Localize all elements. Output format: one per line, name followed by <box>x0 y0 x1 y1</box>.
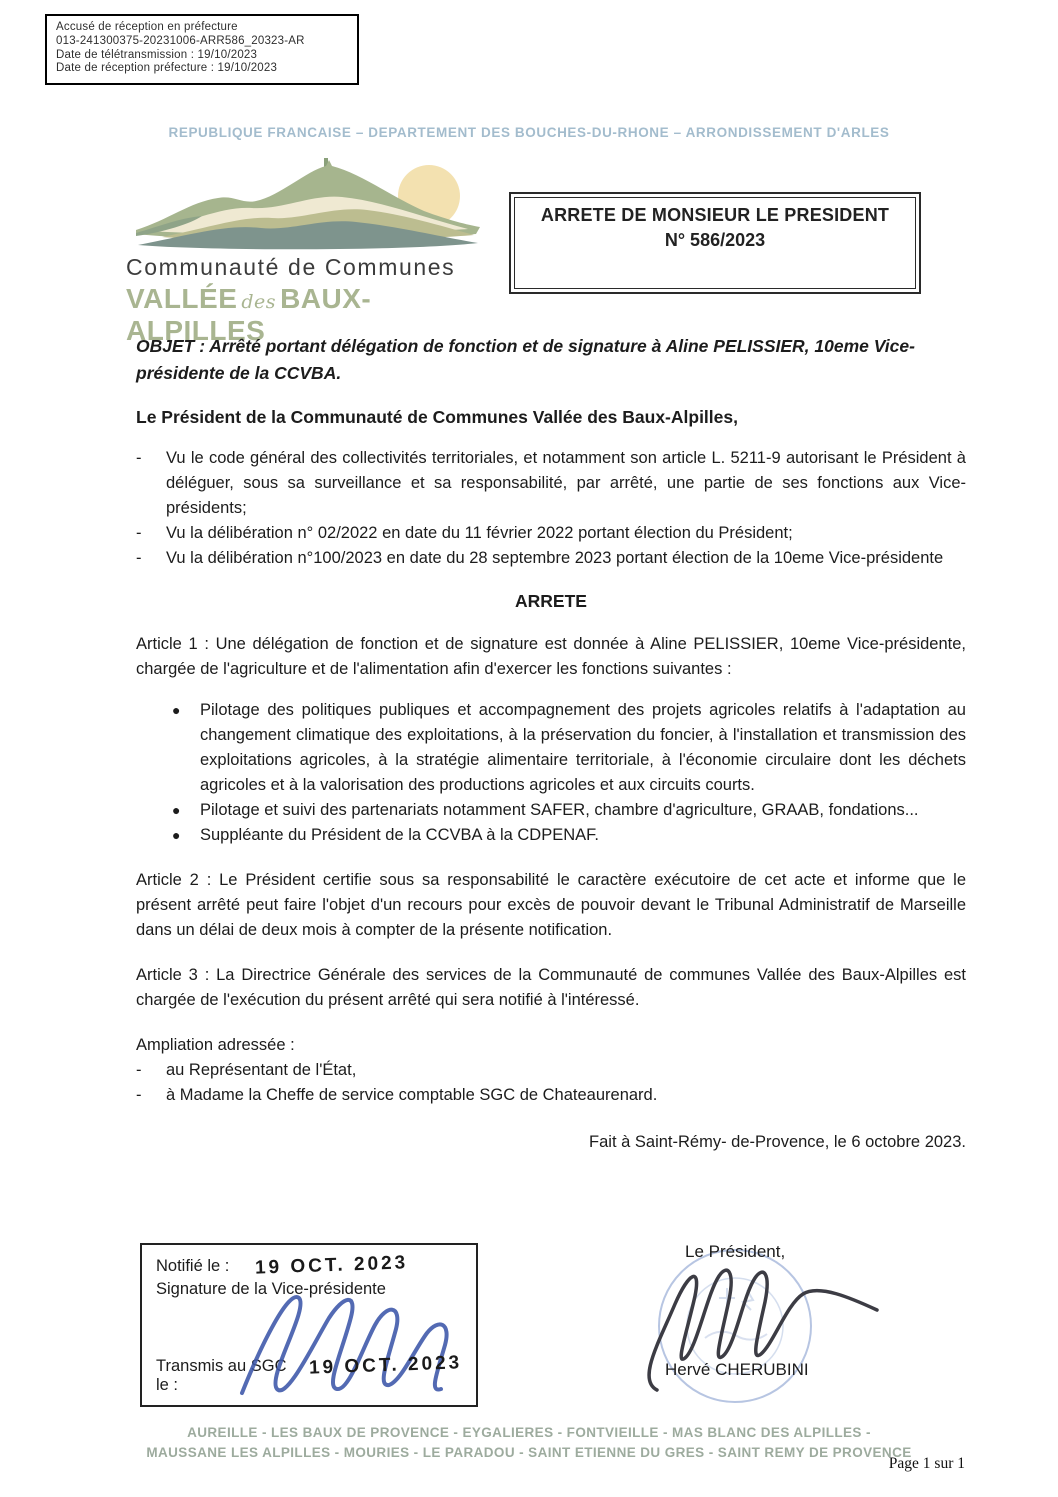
notified-date-stamp: 19 OCT. 2023 <box>255 1252 409 1279</box>
function-item-text: Pilotage et suivi des partenariats notamment SAFER, chambre d'agriculture, GRAAB, fondations... <box>200 801 919 819</box>
vice-president-signature-label: Signature de la Vice-présidente <box>156 1280 386 1298</box>
vu-item-text: Vu la délibération n° 02/2022 en date du 11 février 2022 portant élection du Président; <box>166 524 793 542</box>
objet-paragraph: OBJET : Arrêté portant délégation de fonction et de signature à Aline PELISSIER, 10eme Vice-présidente de la CCVBA. <box>136 336 915 383</box>
article-1: Article 1 : Une délégation de fonction et de signature est donnée à Aline PELISSIER, 10eme Vice-présidente, chargée de l'agriculture et de l'alimentation afin d'exercer les fonctions suivantes : <box>136 635 966 678</box>
notification-box <box>140 1243 478 1407</box>
vu-list <box>136 446 966 571</box>
dash-marker: - <box>136 449 142 467</box>
arrete-heading: ARRETE <box>515 591 587 611</box>
ampliation-list <box>136 1058 966 1108</box>
president-signature-block <box>615 1238 985 1408</box>
salutation-paragraph: Le Président de la Communauté de Communes Vallée des Baux-Alpilles, <box>136 407 738 427</box>
vu-item <box>136 521 966 546</box>
ampliation-item-text: au Représentant de l'État, <box>166 1061 357 1079</box>
article-3: Article 3 : La Directrice Générale des services de la Communauté de communes Vallée des Baux-Alpilles est chargée de l'exécution du présent arrêté qui sera notifié à l'intéressé. <box>136 966 966 1009</box>
president-title: Le Président, <box>685 1242 786 1261</box>
stamp-line-reference: 013-241300375-20231006-ARR586_20323-AR <box>56 34 305 47</box>
notified-row <box>156 1252 462 1279</box>
transmitted-row <box>156 1352 463 1395</box>
place-date-line: Fait à Saint-Rémy- de-Provence, le 6 octobre 2023. <box>589 1133 966 1151</box>
vu-item-text: Vu le code général des collectivités territoriales, et notamment son article L. 5211-9 autorisant le Président à déléguer, sous sa surveillance et sa responsabilité, par arrêté, une partie de ses fonctions aux Vice-présidents; <box>166 449 966 517</box>
page-number: Page 1 sur 1 <box>888 1455 965 1472</box>
logo-baux-alpilles: BAUX-ALPILLES <box>126 283 372 346</box>
function-item-text: Suppléante du Président de la CCVBA à la CDPENAF. <box>200 826 599 844</box>
function-item-text: Pilotage des politiques publiques et accompagnement des projets agricoles relatifs à l'adaptation au changement climatique des exploitations, à la préservation du foncier, à l'installation et transmission des exploitations agricoles, à la stratégie alimentaire territoriale, à l'économie circulaire dont les déchets agricoles et à la valorisation des productions agricoles et aux circuits courts. <box>200 701 966 794</box>
logo-org-name: Communauté de Communes <box>126 254 456 280</box>
logo-des: des <box>241 291 277 313</box>
function-item <box>172 823 966 848</box>
transmitted-date-stamp: 19 OCT. 2023 <box>308 1352 463 1379</box>
decree-title: ARRETE DE MONSIEUR LE PRESIDENT <box>540 205 890 225</box>
logo-vallee: VALLÉE <box>126 283 238 314</box>
dash-marker: - <box>136 1086 142 1104</box>
dash-marker: - <box>136 1061 142 1079</box>
stamp-line-title: Accusé de réception en préfecture <box>56 21 238 33</box>
president-stamp-and-signature-icon <box>615 1238 955 1408</box>
ampliation-heading: Ampliation adressée : <box>136 1036 295 1054</box>
dash-marker: - <box>136 524 142 542</box>
stamp-line-teletransmission: Date de télétransmission : 19/10/2023 <box>56 48 258 61</box>
dash-marker: - <box>136 549 142 567</box>
ampliation-item-text: à Madame la Cheffe de service comptable SGC de Chateaurenard. <box>166 1086 658 1104</box>
bullet-marker: ● <box>172 802 181 818</box>
vu-item <box>136 446 966 521</box>
document-body <box>136 333 966 1155</box>
functions-list <box>136 698 966 848</box>
prefecture-reception-stamp <box>45 14 359 85</box>
bullet-marker: ● <box>172 827 181 843</box>
president-name: Hervé CHERUBINI <box>665 1360 809 1379</box>
vu-item <box>136 546 966 571</box>
communes-line-1: AUREILLE - LES BAUX DE PROVENCE - EYGALIERES - FONTVIEILLE - MAS BLANC DES ALPILLES - <box>187 1425 871 1440</box>
bullet-marker: ● <box>172 702 181 718</box>
decree-title-box-inner <box>514 197 916 289</box>
transmitted-label: Transmis au SGC le : <box>156 1357 287 1394</box>
notified-label: Notifié le : <box>156 1257 230 1275</box>
ampliation-item <box>136 1083 966 1108</box>
decree-title-box <box>509 192 921 294</box>
article-2: Article 2 : Le Président certifie sous sa responsabilité le caractère exécutoire de cet acte et informe que le présent arrêté peut faire l'objet d'un recours pour excès de pouvoir devant le Tribunal Administratif de Marseille dans un délai de deux mois à compter de la présente notification. <box>136 871 966 939</box>
communes-line-2: MAUSSANE LES ALPILLES - MOURIES - LE PARADOU - SAINT ETIENNE DU GRES - SAINT REMY DE PROVENCE <box>146 1445 912 1460</box>
vu-item-text: Vu la délibération n°100/2023 en date du 28 septembre 2023 portant élection de la 10eme Vice-présidente <box>166 549 944 567</box>
republic-header: REPUBLIQUE FRANCAISE – DEPARTEMENT DES BOUCHES-DU-RHONE – ARRONDISSEMENT D'ARLES <box>168 125 890 140</box>
decree-number: N° 586/2023 <box>664 230 766 250</box>
mountains-sun-icon <box>130 156 482 252</box>
ccvba-logo <box>126 156 482 347</box>
function-item <box>172 798 966 823</box>
stamp-line-reception-date: Date de réception préfecture : 19/10/2023 <box>56 62 278 75</box>
ampliation-item <box>136 1058 966 1083</box>
function-item <box>172 698 966 798</box>
